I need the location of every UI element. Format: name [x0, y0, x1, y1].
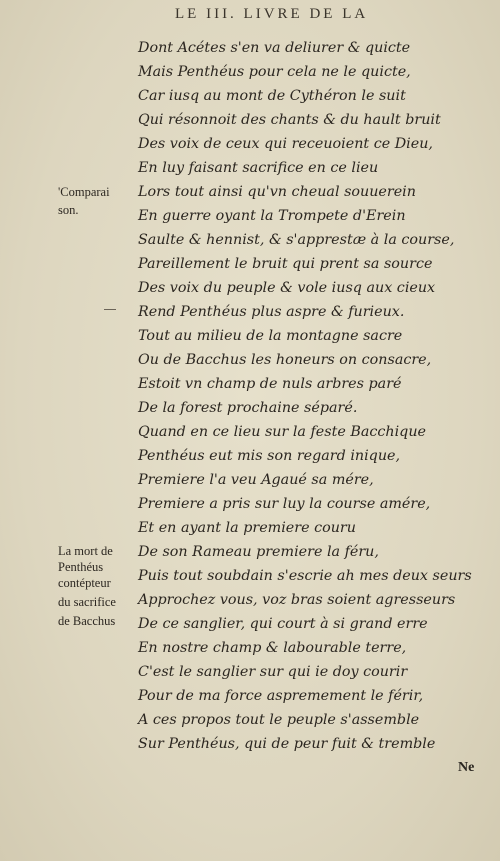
- margin-note-comparaison: 'Comparai: [58, 185, 110, 199]
- verse-line: Rend Penthéus plus aspre & furieux.: [138, 304, 405, 320]
- margin-dash: [104, 309, 116, 310]
- verse-line: Car iusq au mont de Cythéron le suit: [138, 88, 406, 104]
- verse-line: Premiere a pris sur luy la course amére,: [138, 496, 431, 512]
- verse-line: Approchez vous, voz bras soient agresseurs: [138, 592, 456, 608]
- verse-line: De ce sanglier, qui court à si grand erre: [138, 616, 428, 632]
- verse-line: Puis tout soubdain s'escrie ah mes deux seurs: [138, 568, 472, 584]
- verse-line: En luy faisant sacrifice en ce lieu: [138, 160, 379, 176]
- verse-line: Mais Penthéus pour cela ne le quicte,: [138, 64, 411, 80]
- verse-line: Tout au milieu de la montagne sacre: [138, 328, 403, 344]
- verse-line: Lors tout ainsi qu'vn cheual souuerein: [138, 184, 416, 200]
- verse-line: Pareillement le bruit qui prent sa source: [138, 256, 433, 272]
- margin-note-mort: La mort de: [58, 544, 113, 558]
- verse-line: Et en ayant la premiere couru: [138, 520, 356, 536]
- verse-line: De la forest prochaine séparé.: [138, 400, 358, 416]
- margin-note-mort: Penthéus: [58, 560, 104, 574]
- verse-line: Des voix de ceux qui receuoient ce Dieu,: [138, 136, 433, 152]
- verse-line: Qui résonnoit des chants & du hault bruit: [138, 112, 441, 128]
- verse-line: Ou de Bacchus les honeurs on consacre,: [138, 352, 432, 368]
- catchword: Ne: [458, 760, 475, 775]
- verse-line: Quand en ce lieu sur la feste Bacchique: [138, 424, 426, 440]
- verse-line: Dont Acétes s'en va deliurer & quicte: [138, 40, 411, 56]
- verse-line: Saulte & hennist, & s'apprestæ à la course,: [138, 232, 455, 248]
- margin-note-mort: de Bacchus: [58, 614, 116, 628]
- verse-line: C'est le sanglier sur qui ie doy courir: [138, 664, 408, 680]
- margin-note-mort: contépteur: [58, 576, 111, 590]
- verse-line: Premiere l'a veu Agaué sa mére,: [138, 472, 374, 488]
- margin-note-mort: du sacrifice: [58, 595, 116, 609]
- verse-line: En guerre oyant la Trompete d'Erein: [138, 208, 406, 224]
- verse-line: De son Rameau premiere la féru,: [138, 544, 379, 560]
- verse-line: A ces propos tout le peuple s'assemble: [138, 712, 420, 728]
- verse-line: Sur Penthéus, qui de peur fuit & tremble: [138, 736, 436, 752]
- verse-line: Des voix du peuple & vole iusq aux cieux: [138, 280, 436, 296]
- verse-line: En nostre champ & labourable terre,: [138, 640, 407, 656]
- running-header: LE III. LIVRE DE LA: [175, 6, 369, 22]
- margin-note-comparaison: son.: [58, 203, 79, 217]
- verse-line: Pour de ma force aspremement le férir,: [138, 688, 424, 704]
- verse-line: Estoit vn champ de nuls arbres paré: [138, 376, 402, 392]
- verse-line: Penthéus eut mis son regard inique,: [138, 448, 401, 464]
